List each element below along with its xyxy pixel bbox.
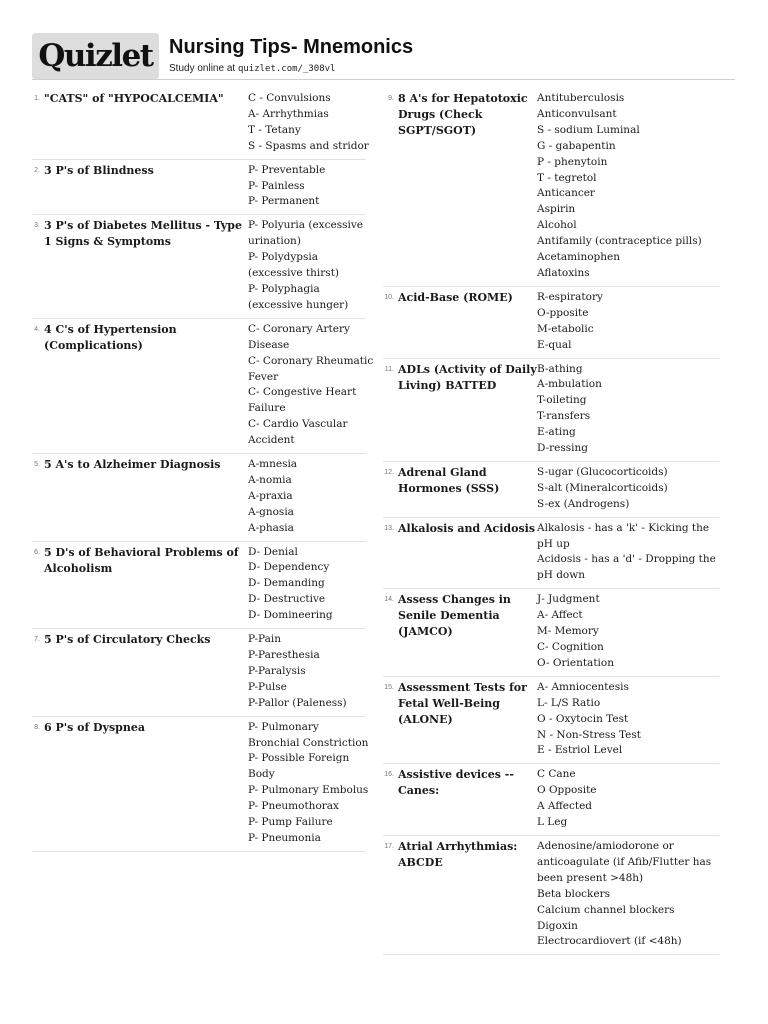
definition-line: A Affected [537, 800, 593, 813]
card-definition [537, 290, 719, 354]
definition-line: Aspirin [537, 203, 576, 216]
definition-line: C Cane [537, 768, 576, 781]
definition-line: P- Pneumonia [248, 831, 321, 844]
definition-line: A- Affect [537, 609, 583, 622]
definition-line: T-ransfers [537, 410, 591, 423]
card-term: 5 A's to Alzheimer Diagnosis [44, 458, 221, 472]
definition-line: Adenosine/amiodorone or [537, 839, 674, 852]
card-number: 10. [384, 293, 394, 301]
card-term: 5 D's of Behavioral Problems of Alcoholism [44, 545, 239, 575]
study-url-link[interactable]: quizlet.com/_308vl [237, 64, 336, 74]
flashcard-row [32, 88, 369, 160]
definition-line: C- Congestive Heart [248, 386, 357, 399]
definition-line: Beta blockers [537, 887, 611, 900]
definition-line: D- Destructive [248, 593, 326, 606]
card-number: 14. [384, 596, 394, 604]
card-number: 17. [384, 842, 394, 850]
definition-line: Antituberculosis [537, 92, 625, 104]
left-column [32, 88, 374, 852]
definition-line: P- Polyuria (excessive [248, 219, 363, 232]
definition-line: Body [248, 768, 275, 781]
card-number: 11. [384, 365, 394, 373]
definition-line: (excessive thirst) [248, 267, 340, 280]
definition-line: Fever [248, 370, 279, 383]
definition-line: L Leg [537, 816, 568, 829]
card-term: 3 P's of Blindness [44, 163, 154, 177]
definition-line: (excessive hunger) [248, 298, 349, 311]
definition-line: M-etabolic [537, 322, 594, 335]
definition-line: Anticancer [537, 187, 595, 200]
definition-line: A-nomia [248, 473, 292, 486]
definition-line: S-alt (Mineralcorticoids) [537, 481, 668, 494]
definition-line: C- Cognition [537, 641, 604, 653]
definition-line: A- Amniocentesis [537, 680, 629, 693]
card-number: 4. [34, 325, 40, 333]
definition-line: S-ugar (Glucocorticoids) [537, 465, 668, 478]
definition-line: Bronchial Constriction [248, 736, 369, 749]
definition-line: N - Non-Stress Test [537, 728, 642, 741]
definition-line: E - Estriol Level [537, 744, 623, 757]
card-term: Assess Changes in Senile Dementia (JAMCO) [398, 593, 511, 639]
card-number: 2. [34, 166, 40, 174]
definition-line: P- Painless [248, 179, 305, 192]
definition-line: A- Arrhythmias [248, 107, 329, 120]
card-number: 15. [384, 683, 394, 691]
study-online-label: Study online at [169, 63, 238, 74]
study-online-line [169, 63, 335, 74]
flashcard-row [383, 677, 719, 765]
definition-line: C- Cardio Vascular [248, 418, 348, 431]
card-term: Assistive devices -- Canes: [398, 768, 514, 798]
page-title: Nursing Tips- Mnemonics [169, 36, 414, 58]
definition-line: Calcium channel blockers [537, 903, 675, 916]
card-definition [248, 457, 366, 537]
definition-line: been present >48h) [537, 871, 644, 884]
definition-line: M- Memory [537, 625, 599, 638]
card-term: ADLs (Activity of Daily Living) BATTED [398, 362, 537, 392]
card-term: 8 A's for Hepatotoxic Drugs (Check SGPT/SGOT) [398, 92, 528, 137]
flashcard-row [32, 717, 369, 852]
definition-line: P-Pulse [248, 680, 287, 693]
card-definition [537, 465, 719, 513]
card-definition [537, 91, 719, 282]
card-definition [537, 680, 719, 760]
card-term: Atrial Arrhythmias: ABCDE [398, 839, 518, 869]
card-term: Adrenal Gland Hormones (SSS) [398, 465, 500, 495]
quizlet-logo[interactable]: Quizlet [32, 33, 159, 79]
definition-line: Digoxin [537, 919, 578, 932]
definition-line: Acidosis - has a 'd' - Dropping the [537, 553, 716, 566]
definition-line: D- Domineering [248, 609, 333, 622]
card-term: Assessment Tests for Fetal Well-Being (ALONE) [398, 680, 527, 726]
card-term: Acid-Base (ROME) [398, 290, 513, 304]
definition-line: E-qual [537, 338, 572, 351]
card-definition [248, 163, 366, 211]
card-definition [248, 545, 366, 625]
definition-line: pH down [537, 569, 586, 582]
card-number: 7. [34, 636, 40, 644]
definition-line: Failure [248, 402, 286, 415]
definition-line: P-Pallor (Paleness) [248, 696, 347, 709]
flashcard-row [32, 542, 366, 630]
definition-line: B-athing [537, 362, 583, 375]
card-term: 5 P's of Circulatory Checks [44, 633, 211, 647]
card-number: 8. [34, 723, 40, 731]
definition-line: Aflatoxins [537, 266, 590, 279]
definition-line: A-praxia [248, 489, 293, 502]
definition-line: Antifamily (contraceptice pills) [537, 235, 702, 248]
card-number: 13. [384, 524, 394, 532]
definition-line: S - sodium Luminal [537, 123, 640, 136]
definition-line: E-ating [537, 426, 576, 439]
definition-line: D- Denial [248, 545, 298, 558]
flashcard-row [383, 88, 719, 287]
definition-line: D- Dependency [248, 561, 330, 574]
definition-line: T - tegretol [537, 171, 597, 184]
definition-line: Electrocardiovert (if <48h) [537, 935, 682, 948]
definition-line: P- Pulmonary [248, 720, 319, 733]
definition-line: O - Oxytocin Test [537, 712, 629, 725]
card-term: 6 P's of Dyspnea [44, 720, 145, 734]
card-number: 12. [384, 468, 394, 476]
definition-line: Accident [248, 434, 295, 447]
definition-line: P - phenytoin [537, 155, 608, 168]
definition-line: D-ressing [537, 442, 589, 455]
definition-line: Alcohol [537, 219, 577, 232]
flashcard-row [383, 359, 719, 462]
definition-line: O-pposite [537, 306, 589, 319]
definition-line: P-Pain [248, 633, 282, 646]
card-term: 4 C's of Hypertension (Complications) [44, 322, 177, 352]
definition-line: Acetaminophen [537, 251, 621, 264]
card-number: 5. [34, 461, 40, 469]
card-definition [537, 767, 719, 831]
definition-line: P- Polyphagia [248, 282, 320, 295]
card-definition [248, 720, 368, 847]
definition-line: P-Paralysis [248, 664, 306, 677]
definition-line: urination) [248, 235, 301, 248]
flashcard-row [32, 629, 366, 717]
flashcard-row [32, 454, 366, 542]
definition-line: J- Judgment [537, 593, 600, 606]
flashcard-row [383, 836, 719, 955]
definition-line: C- Coronary Artery [248, 322, 350, 335]
card-definition [537, 521, 719, 585]
card-term: 3 P's of Diabetes Mellitus - Type 1 Signs & Symptoms [44, 219, 242, 249]
definition-line: D- Demanding [248, 577, 325, 590]
card-number: 9. [388, 95, 394, 102]
definition-line: P- Permanent [248, 195, 320, 208]
card-definition [248, 632, 366, 712]
card-number: 16. [384, 771, 394, 779]
flashcard-row [383, 518, 719, 590]
definition-line: pH up [537, 537, 570, 550]
card-number: 3. [34, 222, 40, 230]
definition-line: anticoagulate (if Afib/Flutter has [537, 855, 712, 868]
card-term: Alkalosis and Acidosis [398, 521, 536, 535]
card-definition [248, 91, 369, 155]
definition-line: Anticonvulsant [537, 107, 617, 120]
definition-line: C - Convulsions [248, 92, 331, 104]
definition-line: L- L/S Ratio [537, 696, 601, 709]
definition-line: P- Possible Foreign [248, 752, 350, 765]
card-definition [248, 322, 373, 449]
card-number: 6. [34, 548, 40, 556]
card-definition [537, 839, 719, 950]
definition-line: G - gabapentin [537, 139, 616, 152]
flashcard-row [383, 462, 719, 518]
definition-line: S - Spasms and stridor [248, 139, 369, 152]
definition-line: P- Pneumothorax [248, 800, 339, 813]
card-definition [248, 218, 366, 313]
flashcard-row [383, 589, 719, 677]
definition-line: P- Pump Failure [248, 816, 333, 829]
card-term: "CATS" of "HYPOCALCEMIA" [44, 92, 224, 105]
definition-line: A-mnesia [248, 458, 298, 471]
page-header [32, 33, 735, 80]
definition-line: A-mbulation [537, 378, 602, 391]
definition-line: T - Tetany [248, 123, 301, 136]
flashcard-row [383, 764, 719, 836]
definition-line: O- Orientation [537, 656, 614, 669]
card-number: 1. [34, 95, 40, 102]
definition-line: A-phasia [248, 521, 294, 534]
definition-line: P- Preventable [248, 163, 326, 176]
definition-line: P-Paresthesia [248, 649, 320, 661]
definition-line: Alkalosis - has a 'k' - Kicking the [537, 521, 710, 534]
flashcard-row [32, 215, 366, 318]
definition-line: O Opposite [537, 784, 597, 797]
definition-line: R-espiratory [537, 290, 603, 303]
card-definition [537, 592, 719, 672]
definition-line: S-ex (Androgens) [537, 497, 630, 510]
definition-line: T-oileting [537, 394, 587, 407]
right-column [383, 88, 719, 955]
definition-line: P- Polydypsia [248, 251, 319, 264]
card-definition [537, 362, 719, 457]
definition-line: P- Pulmonary Embolus [248, 784, 369, 797]
flashcard-row [383, 287, 719, 359]
definition-line: C- Coronary Rheumatic [248, 354, 374, 367]
definition-line: A-gnosia [248, 505, 294, 518]
definition-line: Disease [248, 338, 290, 351]
flashcard-row [32, 319, 374, 454]
flashcard-row [32, 160, 366, 216]
